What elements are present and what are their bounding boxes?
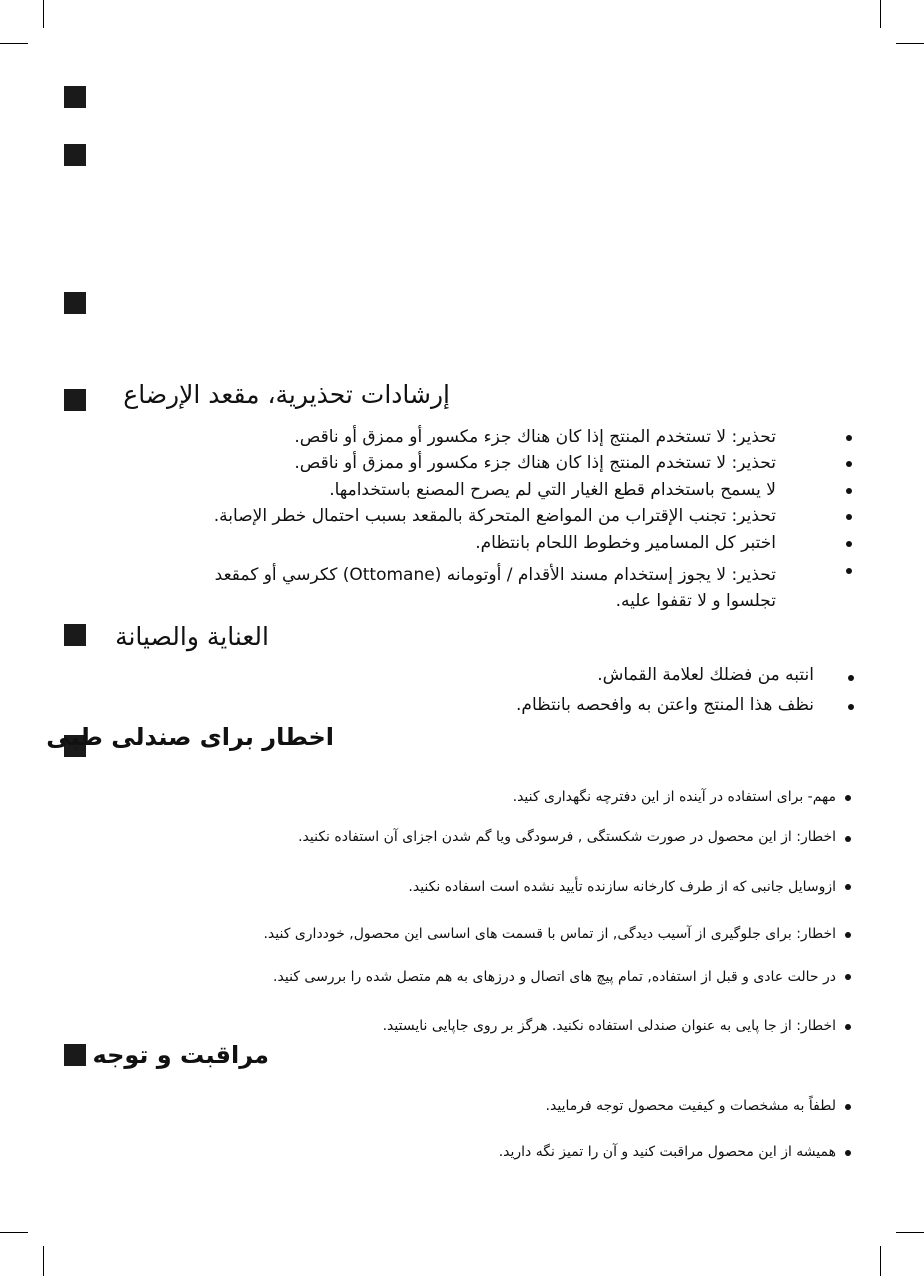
bullet — [846, 435, 852, 441]
section-title-fa-warnings: اخطار برای صندلی طبی — [46, 723, 334, 751]
list-item: اخطار: از این محصول در صورت شکستگی , فرسودگی ویا گم شدن اجزای آن استفاده نکنید. — [298, 829, 836, 845]
list-item: مهم- برای استفاده در آینده از این دفترچه نگهداری کنید. — [512, 789, 836, 805]
bullet — [846, 568, 852, 574]
section-title-fa-care: مراقبت و توجه — [92, 1041, 269, 1069]
bullet — [845, 974, 851, 980]
list-item: تحذير: لا يجوز إستخدام مسند الأقدام / أوتومانه (Ottomane) ككرسي أو كمقعد تجلسوا و لا تقفوا عليه. — [214, 565, 776, 611]
bullet — [846, 541, 852, 547]
list-item: در حالت عادی و قبل از استفاده, تمام پیچ های اتصال و درزهای به هم متصل شده را بررسی کنید. — [273, 969, 836, 985]
crop-mark — [43, 0, 44, 28]
crop-mark — [880, 0, 881, 28]
list-item: تحذير: تجنب الإقتراب من المواضع المتحركة بالمقعد بسبب احتمال خطر الإصابة. — [213, 506, 776, 526]
list-item: لا يسمح باستخدام قطع الغيار التي لم يصرح المصنع باستخدامها. — [329, 480, 776, 500]
list-item: اختبر كل المسامير وخطوط اللحام بانتظام. — [475, 533, 776, 553]
section-marker — [64, 624, 86, 646]
ar-warnings-list — [160, 424, 776, 614]
bullet — [845, 932, 851, 938]
section-marker — [64, 1044, 86, 1066]
bullet — [845, 836, 851, 842]
bullet — [846, 461, 852, 467]
crop-mark — [880, 1246, 881, 1276]
crop-mark — [896, 1232, 924, 1233]
crop-mark — [896, 43, 924, 44]
list-item: تحذير: لا تستخدم المنتج إذا كان هناك جزء مكسور أو ممزق أو ناقص. — [294, 453, 776, 473]
bullet — [846, 514, 852, 520]
section-marker — [64, 86, 86, 108]
list-item: همیشه از این محصول مراقبت کنید و آن را تمیز نگه دارید. — [498, 1144, 836, 1160]
list-item: نظف هذا المنتج واعتن به وافحصه بانتظام. — [516, 695, 814, 715]
section-title-ar-warnings: إرشادات تحذيرية، مقعد الإرضاع — [123, 380, 450, 409]
list-item: انتبه من فضلك لعلامة القماش. — [597, 665, 814, 685]
section-marker — [64, 292, 86, 314]
bullet — [845, 795, 851, 801]
list-item: اخطار: از جا پایی به عنوان صندلی استفاده نکنید. هرگز بر روی جاپایی نایستید. — [382, 1018, 836, 1034]
crop-mark — [0, 1232, 28, 1233]
section-title-ar-care: العناية والصيانة — [115, 622, 269, 651]
bullet — [845, 1104, 851, 1110]
bullet — [845, 1024, 851, 1030]
section-marker — [64, 389, 86, 411]
bullet — [848, 675, 854, 681]
list-item: لطفاً به مشخصات و کیفیت محصول توجه فرمایید. — [545, 1098, 836, 1114]
bullet — [846, 488, 852, 494]
bullet — [845, 1150, 851, 1156]
crop-mark — [0, 43, 28, 44]
section-marker — [64, 144, 86, 166]
list-item: ازوسایل جانبی که از طرف کارخانه سازنده تأیید نشده است اسفاده نکنید. — [408, 879, 836, 895]
list-item: اخطار: برای جلوگیری از آسیب دیدگی, از تماس با قسمت های اساسی این محصول, خودداری کنید. — [263, 926, 836, 942]
bullet — [848, 704, 854, 710]
crop-mark — [43, 1246, 44, 1276]
bullet — [845, 884, 851, 890]
list-item: تحذير: لا تستخدم المنتج إذا كان هناك جزء مكسور أو ممزق أو ناقص. — [294, 427, 776, 447]
